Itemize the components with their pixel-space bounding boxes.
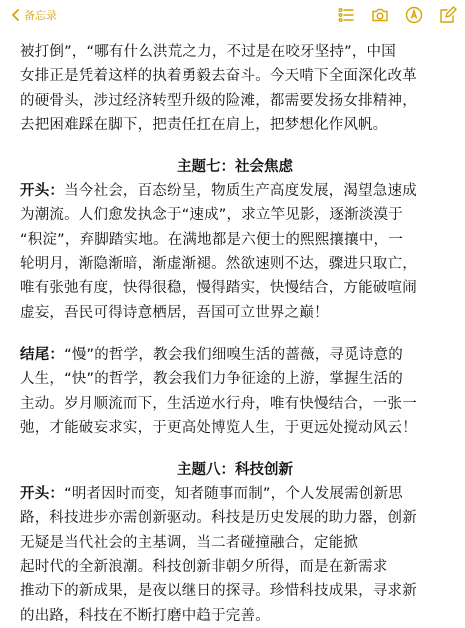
back-button[interactable] bbox=[10, 7, 57, 23]
toolbar bbox=[337, 6, 457, 24]
navigation-bar bbox=[0, 0, 465, 30]
text-line: 主动。岁月顺流而下，生活逆水行舟，唯有快慢结合，一张一 bbox=[20, 395, 417, 412]
section-heading-tech-innovation: 主题八：科技创新 bbox=[177, 462, 293, 479]
paragraph-ending-social-anxiety bbox=[20, 343, 450, 440]
paragraph-opening-tech-innovation bbox=[20, 482, 450, 628]
paragraph-opening-social-anxiety bbox=[20, 179, 450, 325]
text-line: 结尾：“慢”的哲学，教会我们细嗅生活的蔷薇，寻觅诗意的 bbox=[20, 346, 403, 363]
checklist-icon[interactable] bbox=[337, 6, 355, 24]
text-line: 人生，“快”的哲学，教会我们力争征途的上游，掌握生活的 bbox=[20, 371, 403, 388]
text-line: 开头：当今社会，百态纷呈，物质生产高度发展，渴望急速成 bbox=[20, 183, 417, 200]
text-line: “积淀”，弃脚踏实地。在满地都是六便士的熙熙攘攘中，一 bbox=[20, 231, 403, 248]
back-button-label: 备忘录 bbox=[24, 9, 57, 22]
text-line: 为潮流。人们愈发执念于“速成”，求立竿见影，逐渐淡漠于 bbox=[20, 207, 403, 224]
text-line: 起时代的全新浪潮。科技创新非朝夕所得，而是在新需求 bbox=[20, 559, 388, 576]
text-line: 无疑是当代社会的主基调，当二者碰撞融合，定能掀 bbox=[20, 534, 359, 551]
compose-icon[interactable] bbox=[439, 6, 457, 24]
text-line: 的出路，科技在不断打磨中趋于完善。 bbox=[20, 607, 270, 624]
opening-label: 开头： bbox=[20, 486, 65, 503]
text-line: 唯有张弛有度，快得很稳，慢得踏实，快慢结合，方能破喧闹 bbox=[20, 280, 417, 297]
text-line: 轮明月，渐隐渐暗，渐虚渐褪。然欲速则不达，骤进只取亡， bbox=[20, 256, 417, 273]
note-body[interactable] bbox=[20, 40, 450, 628]
text-line: 推动下的新成果，是夜以继日的探寻。珍惜科技成果，寻求新 bbox=[20, 583, 417, 600]
text-line: 去把困难踩在脚下，把责任扛在肩上，把梦想化作风帆。 bbox=[20, 116, 388, 133]
paragraph-women-volleyball bbox=[20, 40, 450, 137]
text-line: 弛，才能破妄求实，于更高处博览人生，于更远处搅动风云！ bbox=[20, 419, 417, 436]
ending-label: 结尾： bbox=[20, 346, 65, 363]
markup-pen-icon[interactable] bbox=[405, 6, 423, 24]
text-line: 开头：“明者因时而变，知者随事而制”，个人发展需创新思 bbox=[20, 486, 403, 503]
section-heading-social-anxiety: 主题七：社会焦虑 bbox=[177, 159, 293, 176]
text-line: 女排正是凭着这样的执着勇毅去奋斗。今天啃下全面深化改革 bbox=[20, 68, 417, 85]
camera-icon[interactable] bbox=[371, 6, 389, 24]
text-line: 被打倒”，“哪有什么洪荒之力，不过是在咬牙坚持”，中国 bbox=[20, 44, 396, 60]
text-line: 的硬骨头，涉过经济转型升级的险滩，都需要发扬女排精神， bbox=[20, 92, 417, 109]
opening-label: 开头： bbox=[20, 183, 65, 200]
chevron-left-icon bbox=[10, 8, 22, 22]
text-line: 路，科技进步亦需创新驱动。科技是历史发展的助力器，创新 bbox=[20, 510, 417, 527]
text-line: 虚妄，吾民可得诗意栖居，吾国可立世界之巅！ bbox=[20, 304, 329, 321]
